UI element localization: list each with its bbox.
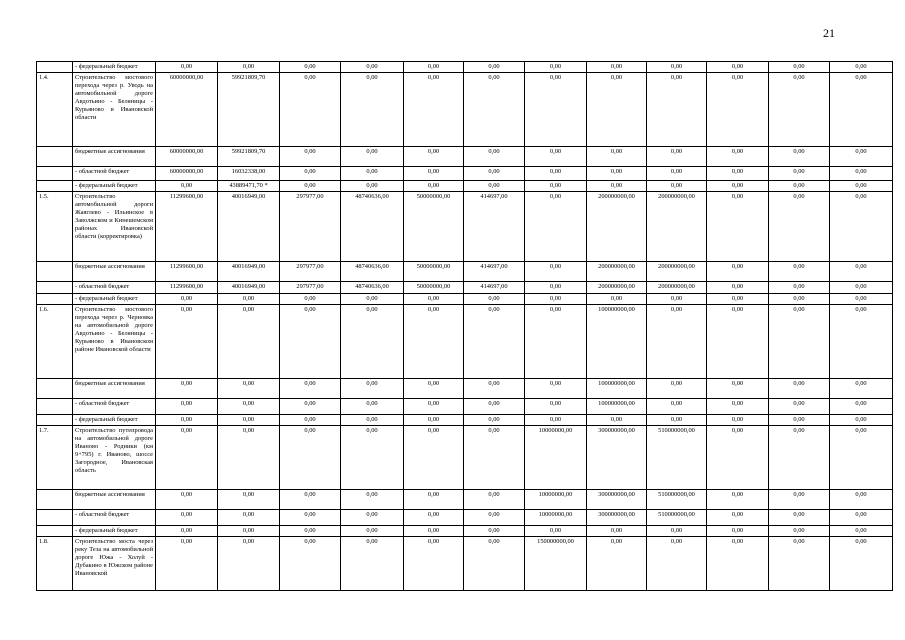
value-cell: 0,00 — [587, 537, 647, 591]
value-cell: 48740636,00 — [341, 282, 404, 294]
value-cell: 200000000,00 — [587, 192, 647, 262]
value-cell: 0,00 — [218, 379, 280, 399]
table-row — [37, 537, 893, 591]
value-cell: 11299600,00 — [156, 192, 218, 262]
value-cell: 59921809,70 — [218, 73, 280, 147]
table-row — [37, 73, 893, 147]
value-cell: 0,00 — [280, 415, 341, 426]
value-cell: 0,00 — [587, 147, 647, 167]
row-description-cell: - областной бюджет — [73, 510, 156, 526]
value-cell: 0,00 — [464, 294, 525, 305]
value-cell: 0,00 — [647, 305, 707, 379]
value-cell: 0,00 — [769, 526, 830, 537]
table-row — [37, 426, 893, 490]
value-cell: 43889471,70 * — [218, 181, 280, 192]
value-cell: 0,00 — [830, 537, 893, 591]
row-description-cell: Строительство путепровода на автомобильной дороге Иваново - Родники (км 9+795) г. Иваново, шоссе Загородное, Ивановская область — [73, 426, 156, 490]
value-cell: 0,00 — [464, 379, 525, 399]
value-cell: 0,00 — [525, 379, 587, 399]
value-cell: 0,00 — [341, 181, 404, 192]
value-cell: 0,00 — [218, 415, 280, 426]
value-cell: 0,00 — [464, 510, 525, 526]
value-cell: 0,00 — [707, 379, 769, 399]
value-cell: 0,00 — [830, 147, 893, 167]
row-index-cell — [37, 490, 73, 510]
value-cell: 0,00 — [830, 181, 893, 192]
value-cell: 0,00 — [280, 305, 341, 379]
row-description-cell: - областной бюджет — [73, 282, 156, 294]
value-cell: 0,00 — [647, 181, 707, 192]
value-cell: 0,00 — [647, 147, 707, 167]
value-cell: 0,00 — [830, 282, 893, 294]
value-cell: 50000000,00 — [404, 192, 464, 262]
value-cell: 0,00 — [647, 526, 707, 537]
value-cell: 0,00 — [341, 537, 404, 591]
value-cell: 0,00 — [707, 399, 769, 415]
row-index-cell: 1.4. — [37, 73, 73, 147]
value-cell: 0,00 — [769, 510, 830, 526]
value-cell: 0,00 — [218, 510, 280, 526]
value-cell: 200000000,00 — [647, 282, 707, 294]
value-cell: 0,00 — [830, 262, 893, 282]
value-cell: 0,00 — [404, 294, 464, 305]
value-cell: 0,00 — [647, 537, 707, 591]
value-cell: 0,00 — [464, 167, 525, 181]
value-cell: 0,00 — [647, 379, 707, 399]
value-cell: 0,00 — [707, 426, 769, 490]
value-cell: 0,00 — [341, 526, 404, 537]
value-cell: 300000000,00 — [587, 510, 647, 526]
table-row — [37, 415, 893, 426]
value-cell: 0,00 — [830, 192, 893, 262]
value-cell: 0,00 — [341, 379, 404, 399]
row-index-cell — [37, 181, 73, 192]
row-index-cell — [37, 415, 73, 426]
row-index-cell — [37, 399, 73, 415]
value-cell: 0,00 — [769, 262, 830, 282]
row-description-cell: бюджетные ассигнования — [73, 262, 156, 282]
value-cell: 0,00 — [464, 490, 525, 510]
value-cell: 0,00 — [156, 62, 218, 73]
value-cell: 0,00 — [587, 181, 647, 192]
value-cell: 414697,00 — [464, 262, 525, 282]
value-cell: 0,00 — [341, 510, 404, 526]
value-cell: 100000000,00 — [587, 305, 647, 379]
value-cell: 50000000,00 — [404, 262, 464, 282]
value-cell: 0,00 — [404, 537, 464, 591]
value-cell: 0,00 — [525, 262, 587, 282]
table-row — [37, 305, 893, 379]
value-cell: 0,00 — [341, 73, 404, 147]
value-cell: 10000000,00 — [525, 426, 587, 490]
row-description-cell: Строительство мостового перехода через р. Черновка на автомобильной дороге Авдотьино - Беляницы - Курьяново в Ивановском районе Ивановской области — [73, 305, 156, 379]
value-cell: 0,00 — [404, 426, 464, 490]
table-row — [37, 490, 893, 510]
value-cell: 0,00 — [341, 490, 404, 510]
value-cell: 0,00 — [587, 167, 647, 181]
value-cell: 0,00 — [830, 490, 893, 510]
value-cell: 0,00 — [707, 192, 769, 262]
table-row — [37, 192, 893, 262]
value-cell: 0,00 — [280, 379, 341, 399]
value-cell: 0,00 — [647, 415, 707, 426]
value-cell: 0,00 — [341, 167, 404, 181]
row-description-cell: бюджетные ассигнования — [73, 490, 156, 510]
table-row — [37, 181, 893, 192]
value-cell: 0,00 — [707, 282, 769, 294]
value-cell: 0,00 — [280, 399, 341, 415]
value-cell: 0,00 — [404, 490, 464, 510]
row-description-cell: - федеральный бюджет — [73, 526, 156, 537]
table-row — [37, 262, 893, 282]
value-cell: 40016949,00 — [218, 262, 280, 282]
value-cell: 0,00 — [707, 415, 769, 426]
value-cell: 150000000,00 — [525, 537, 587, 591]
value-cell: 0,00 — [156, 490, 218, 510]
value-cell: 0,00 — [156, 379, 218, 399]
value-cell: 0,00 — [525, 526, 587, 537]
value-cell: 0,00 — [464, 305, 525, 379]
value-cell: 0,00 — [156, 181, 218, 192]
table-row — [37, 294, 893, 305]
row-index-cell — [37, 294, 73, 305]
value-cell: 0,00 — [769, 73, 830, 147]
value-cell: 0,00 — [769, 305, 830, 379]
value-cell: 510000000,00 — [647, 510, 707, 526]
value-cell: 10000000,00 — [525, 490, 587, 510]
value-cell: 414697,00 — [464, 192, 525, 262]
value-cell: 510000000,00 — [647, 490, 707, 510]
budget-table-body — [37, 62, 893, 591]
value-cell: 0,00 — [707, 62, 769, 73]
value-cell: 0,00 — [769, 379, 830, 399]
value-cell: 0,00 — [280, 537, 341, 591]
value-cell: 0,00 — [464, 526, 525, 537]
row-index-cell — [37, 526, 73, 537]
value-cell: 0,00 — [707, 510, 769, 526]
value-cell: 0,00 — [218, 490, 280, 510]
value-cell: 0,00 — [280, 526, 341, 537]
value-cell: 0,00 — [218, 62, 280, 73]
value-cell: 48740636,00 — [341, 262, 404, 282]
value-cell: 0,00 — [707, 181, 769, 192]
value-cell: 0,00 — [707, 526, 769, 537]
value-cell: 0,00 — [525, 167, 587, 181]
value-cell: 300000000,00 — [587, 426, 647, 490]
value-cell: 0,00 — [587, 73, 647, 147]
value-cell: 200000000,00 — [647, 192, 707, 262]
table-row — [37, 147, 893, 167]
row-index-cell — [37, 147, 73, 167]
value-cell: 0,00 — [769, 415, 830, 426]
value-cell: 0,00 — [525, 294, 587, 305]
value-cell: 0,00 — [280, 426, 341, 490]
value-cell: 0,00 — [830, 305, 893, 379]
value-cell: 0,00 — [647, 73, 707, 147]
value-cell: 0,00 — [830, 526, 893, 537]
value-cell: 0,00 — [156, 415, 218, 426]
value-cell: 0,00 — [404, 379, 464, 399]
value-cell: 200000000,00 — [587, 262, 647, 282]
value-cell: 0,00 — [156, 526, 218, 537]
value-cell: 0,00 — [404, 147, 464, 167]
value-cell: 0,00 — [341, 415, 404, 426]
table-row — [37, 62, 893, 73]
value-cell: 0,00 — [404, 510, 464, 526]
value-cell: 0,00 — [525, 415, 587, 426]
value-cell: 0,00 — [647, 62, 707, 73]
value-cell: 11299600,00 — [156, 262, 218, 282]
value-cell: 0,00 — [341, 62, 404, 73]
row-index-cell: 1.8. — [37, 537, 73, 591]
value-cell: 0,00 — [156, 399, 218, 415]
value-cell: 0,00 — [525, 147, 587, 167]
table-row — [37, 379, 893, 399]
value-cell: 0,00 — [769, 399, 830, 415]
value-cell: 0,00 — [769, 62, 830, 73]
value-cell: 0,00 — [707, 73, 769, 147]
budget-table — [36, 61, 893, 591]
value-cell: 0,00 — [769, 181, 830, 192]
row-index-cell: 1.7. — [37, 426, 73, 490]
value-cell: 10000000,00 — [525, 510, 587, 526]
row-description-cell: - федеральный бюджет — [73, 415, 156, 426]
value-cell: 0,00 — [464, 415, 525, 426]
row-index-cell — [37, 167, 73, 181]
value-cell: 0,00 — [769, 167, 830, 181]
value-cell: 0,00 — [341, 426, 404, 490]
row-index-cell: 1.6. — [37, 305, 73, 379]
value-cell: 0,00 — [525, 305, 587, 379]
value-cell: 0,00 — [218, 526, 280, 537]
value-cell: 0,00 — [769, 490, 830, 510]
value-cell: 0,00 — [769, 537, 830, 591]
value-cell: 0,00 — [404, 62, 464, 73]
page-number: 21 — [823, 26, 835, 40]
row-description-cell: - областной бюджет — [73, 399, 156, 415]
value-cell: 0,00 — [218, 537, 280, 591]
value-cell: 0,00 — [464, 399, 525, 415]
table-row — [37, 167, 893, 181]
value-cell: 60000000,00 — [156, 147, 218, 167]
value-cell: 0,00 — [830, 167, 893, 181]
value-cell: 0,00 — [280, 73, 341, 147]
value-cell: 0,00 — [587, 62, 647, 73]
value-cell: 414697,00 — [464, 282, 525, 294]
value-cell: 16032338,00 — [218, 167, 280, 181]
value-cell: 0,00 — [525, 192, 587, 262]
value-cell: 0,00 — [156, 537, 218, 591]
value-cell: 300000000,00 — [587, 490, 647, 510]
value-cell: 0,00 — [218, 426, 280, 490]
value-cell: 0,00 — [280, 181, 341, 192]
value-cell: 0,00 — [525, 73, 587, 147]
value-cell: 0,00 — [156, 305, 218, 379]
value-cell: 59921809,70 — [218, 147, 280, 167]
value-cell: 0,00 — [280, 510, 341, 526]
value-cell: 0,00 — [404, 73, 464, 147]
row-description-cell: бюджетные ассигнования — [73, 379, 156, 399]
value-cell: 0,00 — [769, 294, 830, 305]
value-cell: 0,00 — [525, 181, 587, 192]
value-cell: 297977,00 — [280, 262, 341, 282]
value-cell: 0,00 — [218, 399, 280, 415]
value-cell: 0,00 — [464, 62, 525, 73]
value-cell: 0,00 — [830, 62, 893, 73]
value-cell: 0,00 — [587, 294, 647, 305]
value-cell: 0,00 — [280, 147, 341, 167]
value-cell: 0,00 — [464, 181, 525, 192]
value-cell: 0,00 — [156, 510, 218, 526]
row-description-cell: бюджетные ассигнования — [73, 147, 156, 167]
value-cell: 0,00 — [587, 415, 647, 426]
value-cell: 60000000,00 — [156, 73, 218, 147]
value-cell: 0,00 — [707, 490, 769, 510]
value-cell: 0,00 — [404, 167, 464, 181]
value-cell: 40016949,00 — [218, 192, 280, 262]
row-description-cell: - федеральный бюджет — [73, 294, 156, 305]
value-cell: 0,00 — [341, 305, 404, 379]
row-index-cell — [37, 62, 73, 73]
value-cell: 40016949,00 — [218, 282, 280, 294]
value-cell: 0,00 — [156, 294, 218, 305]
value-cell: 0,00 — [404, 415, 464, 426]
value-cell: 0,00 — [280, 294, 341, 305]
value-cell: 0,00 — [830, 510, 893, 526]
value-cell: 0,00 — [525, 282, 587, 294]
value-cell: 0,00 — [341, 399, 404, 415]
table-row — [37, 399, 893, 415]
value-cell: 0,00 — [464, 426, 525, 490]
value-cell: 0,00 — [769, 426, 830, 490]
value-cell: 0,00 — [404, 399, 464, 415]
value-cell: 0,00 — [830, 399, 893, 415]
value-cell: 200000000,00 — [647, 262, 707, 282]
table-row — [37, 526, 893, 537]
value-cell: 0,00 — [830, 379, 893, 399]
value-cell: 0,00 — [464, 73, 525, 147]
row-index-cell — [37, 262, 73, 282]
value-cell: 0,00 — [830, 426, 893, 490]
row-index-cell — [37, 282, 73, 294]
value-cell: 50000000,00 — [404, 282, 464, 294]
row-index-cell — [37, 510, 73, 526]
row-description-cell: Строительство моста через реку Теза на автомобильной дороге Южа - Холуй - Дубакино в Южском районе Ивановской — [73, 537, 156, 591]
row-description-cell: Строительство автомобильной дороги Жаяглево - Ильинское в Заволжском и Кинешемском районах Ивановской области (корректировка) — [73, 192, 156, 262]
value-cell: 48740636,00 — [341, 192, 404, 262]
value-cell: 0,00 — [280, 167, 341, 181]
value-cell: 0,00 — [404, 181, 464, 192]
value-cell: 0,00 — [647, 399, 707, 415]
value-cell: 510000000,00 — [647, 426, 707, 490]
value-cell: 0,00 — [280, 62, 341, 73]
value-cell: 0,00 — [647, 167, 707, 181]
table-row — [37, 510, 893, 526]
value-cell: 0,00 — [707, 147, 769, 167]
value-cell: 0,00 — [707, 262, 769, 282]
value-cell: 200000000,00 — [587, 282, 647, 294]
value-cell: 0,00 — [218, 305, 280, 379]
value-cell: 0,00 — [525, 62, 587, 73]
value-cell: 0,00 — [707, 167, 769, 181]
value-cell: 297977,00 — [280, 192, 341, 262]
value-cell: 0,00 — [769, 282, 830, 294]
value-cell: 0,00 — [647, 294, 707, 305]
value-cell: 0,00 — [830, 294, 893, 305]
value-cell: 60000000,00 — [156, 167, 218, 181]
value-cell: 0,00 — [769, 192, 830, 262]
value-cell: 0,00 — [707, 305, 769, 379]
value-cell: 0,00 — [404, 526, 464, 537]
value-cell: 100000000,00 — [587, 399, 647, 415]
row-description-cell: - федеральный бюджет — [73, 181, 156, 192]
row-description-cell: Строительство мостового перехода через р. Уводь на автомобильной дороге Авдотьино - Беляницы - Курьяново в Ивановской области — [73, 73, 156, 147]
row-description-cell: - областной бюджет — [73, 167, 156, 181]
value-cell: 0,00 — [464, 147, 525, 167]
value-cell: 0,00 — [830, 415, 893, 426]
value-cell: 0,00 — [769, 147, 830, 167]
value-cell: 0,00 — [464, 537, 525, 591]
value-cell: 0,00 — [218, 294, 280, 305]
row-description-cell: - федеральный бюджет — [73, 62, 156, 73]
value-cell: 0,00 — [341, 294, 404, 305]
value-cell: 0,00 — [525, 399, 587, 415]
row-index-cell — [37, 379, 73, 399]
value-cell: 0,00 — [587, 526, 647, 537]
table-row — [37, 282, 893, 294]
value-cell: 0,00 — [707, 294, 769, 305]
value-cell: 100000000,00 — [587, 379, 647, 399]
value-cell: 297977,00 — [280, 282, 341, 294]
value-cell: 11299600,00 — [156, 282, 218, 294]
row-index-cell: 1.5. — [37, 192, 73, 262]
value-cell: 0,00 — [707, 537, 769, 591]
value-cell: 0,00 — [404, 305, 464, 379]
value-cell: 0,00 — [156, 426, 218, 490]
value-cell: 0,00 — [830, 73, 893, 147]
value-cell: 0,00 — [280, 490, 341, 510]
value-cell: 0,00 — [341, 147, 404, 167]
